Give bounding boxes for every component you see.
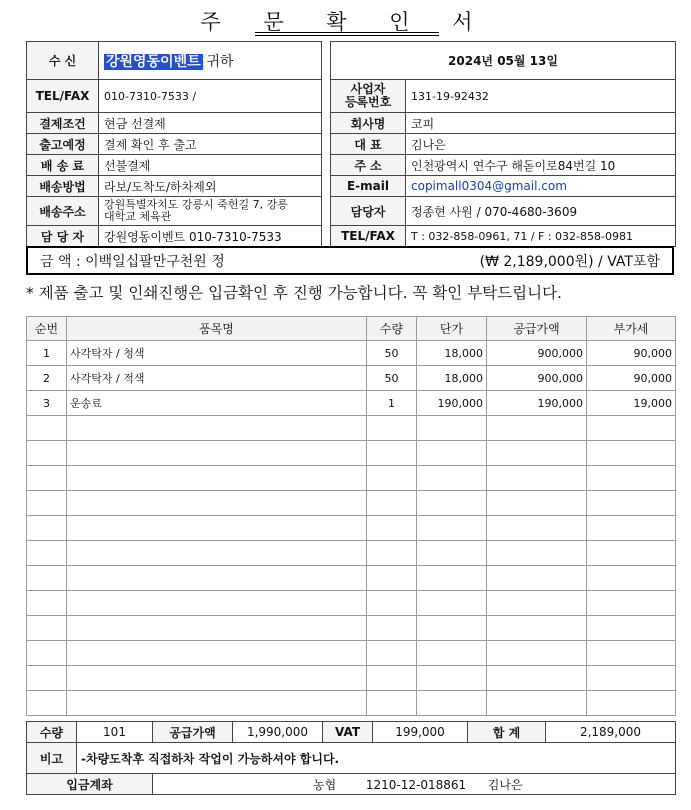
payment-label: 결제조건 xyxy=(27,113,99,134)
table-cell xyxy=(587,541,676,566)
total-vat: 199,000 xyxy=(373,722,468,743)
registration-number: 131-19-92432 xyxy=(406,80,676,113)
total-supply: 1,990,000 xyxy=(233,722,323,743)
table-cell xyxy=(487,616,587,641)
table-cell xyxy=(417,416,487,441)
table-cell xyxy=(417,441,487,466)
notice: * 제품 출고 및 인쇄진행은 입금확인 후 진행 가능합니다. 꼭 확인 부탁드립니다. xyxy=(26,284,562,302)
company-name: 코피 xyxy=(406,113,676,134)
recipient-table xyxy=(26,41,322,247)
table-cell xyxy=(67,416,367,441)
supplier-address: 인천광역시 연수구 해돋이로84번길 10 xyxy=(406,155,676,176)
table-cell xyxy=(67,466,367,491)
table-cell xyxy=(487,641,587,666)
table-cell: 90,000 xyxy=(587,341,676,366)
table-row xyxy=(27,341,676,366)
supplier-table xyxy=(330,41,676,247)
table-cell xyxy=(367,541,417,566)
table-cell xyxy=(417,541,487,566)
table-cell: 90,000 xyxy=(587,366,676,391)
account-number: 1210-12-018861 xyxy=(365,777,467,792)
payment-terms: 현금 선결제 xyxy=(99,113,322,134)
document-title: 주 문 확 인 서 xyxy=(200,10,491,34)
table-row xyxy=(27,591,676,616)
table-cell xyxy=(417,516,487,541)
email-label: E-mail xyxy=(331,176,406,197)
table-cell xyxy=(587,616,676,641)
regno-label-line2: 등록번호 xyxy=(344,95,392,109)
table-cell xyxy=(367,666,417,691)
table-cell xyxy=(27,591,67,616)
table-cell: 900,000 xyxy=(487,366,587,391)
table-cell: 1 xyxy=(27,341,67,366)
column-header: 수량 xyxy=(367,317,417,341)
column-header: 순번 xyxy=(27,317,67,341)
supplier-telfax: T : 032-858-0961, 71 / F : 032-858-0981 xyxy=(406,226,676,247)
table-row xyxy=(27,566,676,591)
items-table xyxy=(26,316,676,716)
table-cell xyxy=(587,491,676,516)
shipping-method: 라보/도착도/하차제외 xyxy=(99,176,322,197)
amount-box xyxy=(26,246,674,275)
grand-total: 2,189,000 xyxy=(546,722,676,743)
table-cell xyxy=(67,691,367,716)
table-cell: 18,000 xyxy=(417,366,487,391)
table-row xyxy=(27,366,676,391)
table-cell xyxy=(417,641,487,666)
table-cell xyxy=(367,641,417,666)
table-cell: 사각탁자 / 청색 xyxy=(67,341,367,366)
table-cell xyxy=(587,666,676,691)
table-cell xyxy=(587,691,676,716)
table-row xyxy=(27,691,676,716)
table-cell xyxy=(487,541,587,566)
table-cell xyxy=(487,516,587,541)
table-cell: 900,000 xyxy=(487,341,587,366)
table-cell xyxy=(587,466,676,491)
table-cell xyxy=(367,441,417,466)
recipient-suffix: 귀하 xyxy=(206,53,234,70)
table-cell xyxy=(417,466,487,491)
title-underline xyxy=(255,32,439,33)
table-cell xyxy=(487,466,587,491)
table-cell xyxy=(67,491,367,516)
table-cell xyxy=(417,691,487,716)
title-underline xyxy=(255,35,439,36)
shipping-fee-label: 배 송 료 xyxy=(27,155,99,176)
shipping-schedule: 결제 확인 후 출고 xyxy=(99,134,322,155)
table-row xyxy=(27,441,676,466)
table-cell xyxy=(417,616,487,641)
shipping-fee: 선불결제 xyxy=(99,155,322,176)
table-cell xyxy=(367,466,417,491)
recipient-name: 강원영동이벤트 xyxy=(106,53,201,70)
table-cell xyxy=(367,491,417,516)
table-cell xyxy=(487,441,587,466)
table-cell xyxy=(367,516,417,541)
table-cell xyxy=(587,416,676,441)
shipping-address-line2: 대학교 체육관 xyxy=(104,210,172,223)
contact: 강원영동이벤트 010-7310-7533 xyxy=(99,226,322,247)
shipping-address-label: 배송주소 xyxy=(27,197,99,226)
table-cell xyxy=(487,416,587,441)
table-cell xyxy=(487,566,587,591)
remark-label: 비고 xyxy=(27,743,77,774)
column-header: 부가세 xyxy=(587,317,676,341)
table-cell xyxy=(587,441,676,466)
amount-words: 금 액 : 이백일십팔만구천원 정 xyxy=(40,253,225,270)
column-header: 단가 xyxy=(417,317,487,341)
table-cell xyxy=(27,666,67,691)
vat-label: VAT xyxy=(323,722,373,743)
regno-label-line1: 사업자 xyxy=(350,82,386,96)
table-cell: 3 xyxy=(27,391,67,416)
remark: -차량도착후 직접하차 작업이 가능하셔야 합니다. xyxy=(77,743,676,774)
account-label: 입금계좌 xyxy=(27,774,153,795)
table-cell xyxy=(67,516,367,541)
table-cell xyxy=(587,516,676,541)
address-label: 주 소 xyxy=(331,155,406,176)
manager: 정종현 사원 / 070-4680-3609 xyxy=(406,197,676,226)
table-cell xyxy=(487,491,587,516)
grand-total-label: 합 계 xyxy=(468,722,546,743)
table-row xyxy=(27,491,676,516)
ceo-label: 대 표 xyxy=(331,134,406,155)
table-cell: 190,000 xyxy=(487,391,587,416)
table-cell xyxy=(417,491,487,516)
table-cell xyxy=(417,666,487,691)
table-cell xyxy=(67,591,367,616)
recipient-telfax: 010-7310-7533 / xyxy=(99,80,322,113)
table-cell xyxy=(27,566,67,591)
table-cell xyxy=(67,541,367,566)
contact-label: 담 당 자 xyxy=(27,226,99,247)
table-row xyxy=(27,641,676,666)
table-cell xyxy=(417,566,487,591)
bank-name: 농협 xyxy=(313,777,337,792)
table-cell: 2 xyxy=(27,366,67,391)
table-row xyxy=(27,466,676,491)
shipping-address-line1: 강원특별자치도 강릉시 죽헌길 7, 강릉 xyxy=(104,198,288,211)
table-cell xyxy=(367,566,417,591)
table-cell xyxy=(487,691,587,716)
table-cell: 18,000 xyxy=(417,341,487,366)
table-row xyxy=(27,416,676,441)
summary-table xyxy=(26,721,676,795)
table-cell: 운송료 xyxy=(67,391,367,416)
table-cell xyxy=(27,491,67,516)
table-cell xyxy=(27,641,67,666)
table-cell xyxy=(417,591,487,616)
table-row xyxy=(27,541,676,566)
table-cell xyxy=(27,441,67,466)
table-cell xyxy=(27,691,67,716)
table-cell xyxy=(367,691,417,716)
table-cell xyxy=(67,616,367,641)
shipping-schedule-label: 출고예정 xyxy=(27,134,99,155)
table-cell: 50 xyxy=(367,366,417,391)
shipping-method-label: 배송방법 xyxy=(27,176,99,197)
table-row xyxy=(27,666,676,691)
table-cell: 19,000 xyxy=(587,391,676,416)
table-cell: 사각탁자 / 적색 xyxy=(67,366,367,391)
table-row xyxy=(27,616,676,641)
table-cell xyxy=(487,591,587,616)
amount-number: (₩ 2,189,000원) / VAT포함 xyxy=(479,253,660,270)
supplier-email[interactable]: copimall0304@gmail.com xyxy=(406,176,676,197)
table-cell xyxy=(587,641,676,666)
total-qty: 101 xyxy=(77,722,153,743)
table-cell xyxy=(67,641,367,666)
column-header: 품목명 xyxy=(67,317,367,341)
table-cell xyxy=(27,541,67,566)
company-label: 회사명 xyxy=(331,113,406,134)
table-row xyxy=(27,516,676,541)
document-date: 2024년 05월 13일 xyxy=(331,42,676,80)
recipient-label: 수 신 xyxy=(27,42,99,80)
table-cell xyxy=(587,591,676,616)
supplier-telfax-label: TEL/FAX xyxy=(331,226,406,247)
table-cell xyxy=(587,566,676,591)
manager-label: 담당자 xyxy=(331,197,406,226)
table-cell xyxy=(367,591,417,616)
recipient-telfax-label: TEL/FAX xyxy=(27,80,99,113)
column-header: 공급가액 xyxy=(487,317,587,341)
ceo-name: 김나은 xyxy=(406,134,676,155)
table-cell: 1 xyxy=(367,391,417,416)
table-cell: 50 xyxy=(367,341,417,366)
table-cell xyxy=(367,416,417,441)
table-cell: 190,000 xyxy=(417,391,487,416)
table-cell xyxy=(367,616,417,641)
account-holder: 김나은 xyxy=(487,777,523,792)
table-cell xyxy=(27,516,67,541)
qty-label: 수량 xyxy=(27,722,77,743)
table-cell xyxy=(27,616,67,641)
table-cell xyxy=(67,566,367,591)
table-cell xyxy=(27,466,67,491)
table-cell xyxy=(67,441,367,466)
table-cell xyxy=(67,666,367,691)
supply-label: 공급가액 xyxy=(153,722,233,743)
table-cell xyxy=(487,666,587,691)
table-row xyxy=(27,391,676,416)
table-cell xyxy=(27,416,67,441)
